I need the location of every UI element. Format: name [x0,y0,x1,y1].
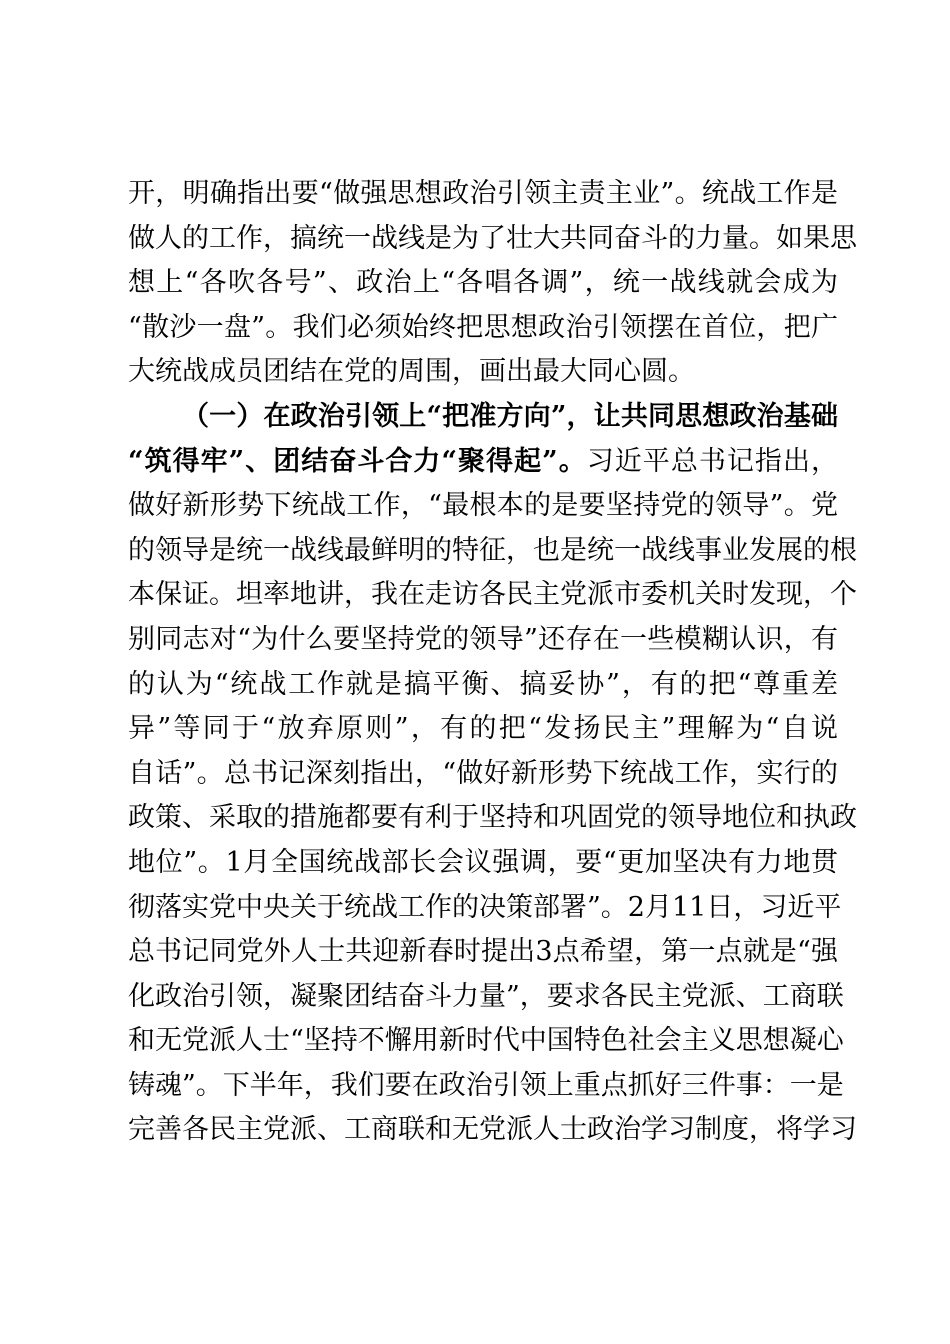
text-line: 做人的工作，搞统一战线是为了壮大共同奋斗的力量。如果思 [128,222,857,254]
body-text [128,172,857,1153]
text-line: 和无党派人士“坚持不懈用新时代中国特色社会主义思想凝心 [128,1025,844,1057]
text-line: 大统战成员团结在党的周围，画出最大同心圆。 [128,356,695,388]
text-line-tail: 习近平总书记指出， [586,445,839,477]
text-line: 的认为“统战工作就是搞平衡、搞妥协”，有的把“尊重差 [128,668,838,700]
section-heading-continuation [128,440,838,485]
text-line: 自话”。总书记深刻指出，“做好新形势下统战工作，实行的 [128,757,838,789]
section-heading-tail: “筑得牢”、团结奋斗合力“聚得起”。 [128,445,587,477]
text-line: 彻落实党中央关于统战工作的决策部署”。2月11日，习近平 [128,891,842,923]
text-line: 做好新形势下统战工作，“最根本的是要坚持党的领导”。党 [128,490,838,522]
text-line: 总书记同党外人士共迎新春时提出3点希望，第一点就是“强 [128,936,838,968]
text-line: 地位”。1月全国统战部长会议强调，要“更加坚决有力地贯 [128,846,838,878]
text-line: 的领导是统一战线最鲜明的特征，也是统一战线事业发展的根 [128,534,857,566]
text-line: 本保证。坦率地讲，我在走访各民主党派市委机关时发现，个 [128,579,857,611]
text-line: 化政治引领，凝聚团结奋斗力量”，要求各民主党派、工商联 [128,980,844,1012]
text-line: 异”等同于“放弃原则”，有的把“发扬民主”理解为“自说 [128,713,838,745]
section-heading-line: （一）在政治引领上“把准方向”，让共同思想政治基础 [182,400,838,432]
text-line: “散沙一盘”。我们必须始终把思想政治引领摆在首位，把广 [128,311,838,343]
text-line: 别同志对“为什么要坚持党的领导”还存在一些模糊认识，有 [128,623,838,655]
text-line: 想上“各吹各号”、政治上“各唱各调”，统一战线就会成为 [128,267,838,299]
text-line: 完善各民主党派、工商联和无党派人士政治学习制度，将学习 [128,1114,857,1146]
text-line: 铸魂”。下半年，我们要在政治引领上重点抓好三件事：一是 [128,1069,844,1101]
text-line: 政策、采取的措施都要有利于坚持和巩固党的领导地位和执政 [128,802,857,834]
text-line: 开，明确指出要“做强思想政治引领主责主业”。统战工作是 [128,178,838,209]
